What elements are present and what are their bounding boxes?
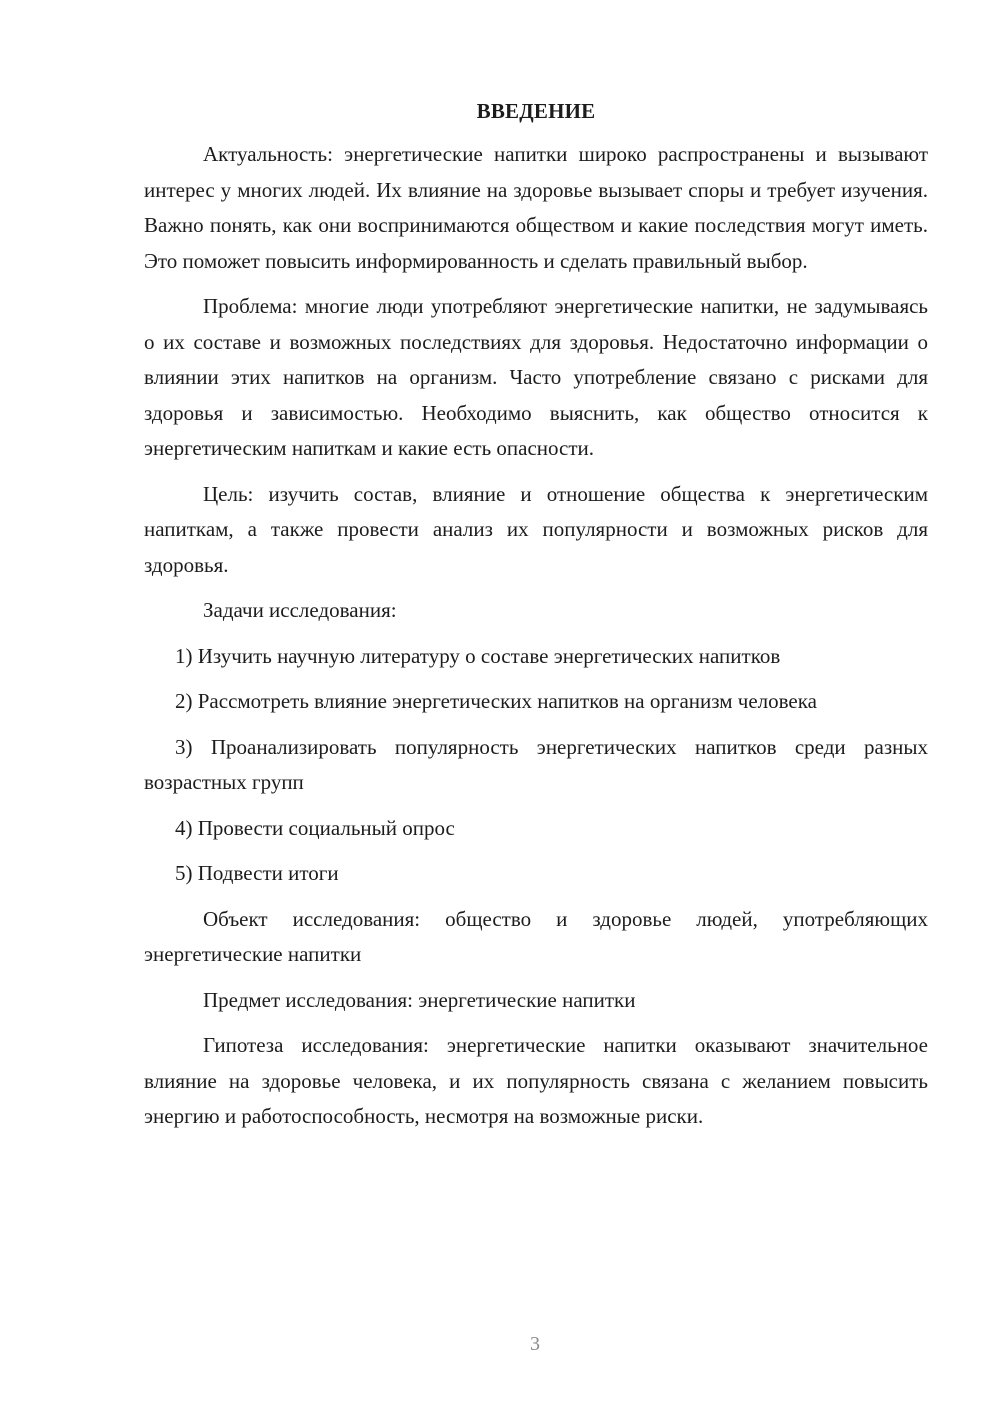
task-item-3: 3) Проанализировать популярность энергетических напитков среди разных возрастных групп xyxy=(144,734,928,794)
paragraph-problem: Проблема: многие люди употребляют энергетические напитки, не задумываясь о их составе и возможных последствиях для здоровья. Недостаточно информации о влиянии этих напитков на организм. Часто употребление связано с рисками для здоровья и зависимостью. Необходимо выяснить, как общество относится к энергетическим напиткам и какие есть опасности. xyxy=(144,294,928,460)
paragraph-subject: Предмет исследования: энергетические напитки xyxy=(203,987,636,1012)
paragraph-hypothesis: Гипотеза исследования: энергетические напитки оказывают значительное влияние на здоровье человека, и их популярность связана с желанием повысить энергию и работоспособность, несмотря на возможные риски. xyxy=(144,1033,928,1128)
paragraph-object: Объект исследования: общество и здоровье людей, употребляющих энергетические напитки xyxy=(144,906,928,966)
paragraph-tasks-heading: Задачи исследования: xyxy=(203,598,397,622)
page-number: 3 xyxy=(530,1333,540,1355)
paragraph-goal: Цель: изучить состав, влияние и отношение общества к энергетическим напиткам, а также провести анализ их популярности и возможных рисков для здоровья. xyxy=(144,481,928,577)
task-item-2: 2) Рассмотреть влияние энергетических напитков на организм человека xyxy=(175,689,817,713)
task-item-1: 1) Изучить научную литературу о составе энергетических напитков xyxy=(175,643,781,668)
task-item-5: 5) Подвести итоги xyxy=(175,861,339,885)
task-item-4: 4) Провести социальный опрос xyxy=(175,815,455,840)
paragraph-relevance: Актуальность: энергетические напитки широко распространены и вызывают интерес у многих людей. Их влияние на здоровье вызывает споры и требует изучения. Важно понять, как они воспринимаются обществом и какие последствия могут иметь. Это поможет повысить информированность и сделать правильный выбор. xyxy=(144,142,928,273)
page-content xyxy=(144,94,928,1145)
section-title: ВВЕДЕНИЕ xyxy=(476,99,596,123)
